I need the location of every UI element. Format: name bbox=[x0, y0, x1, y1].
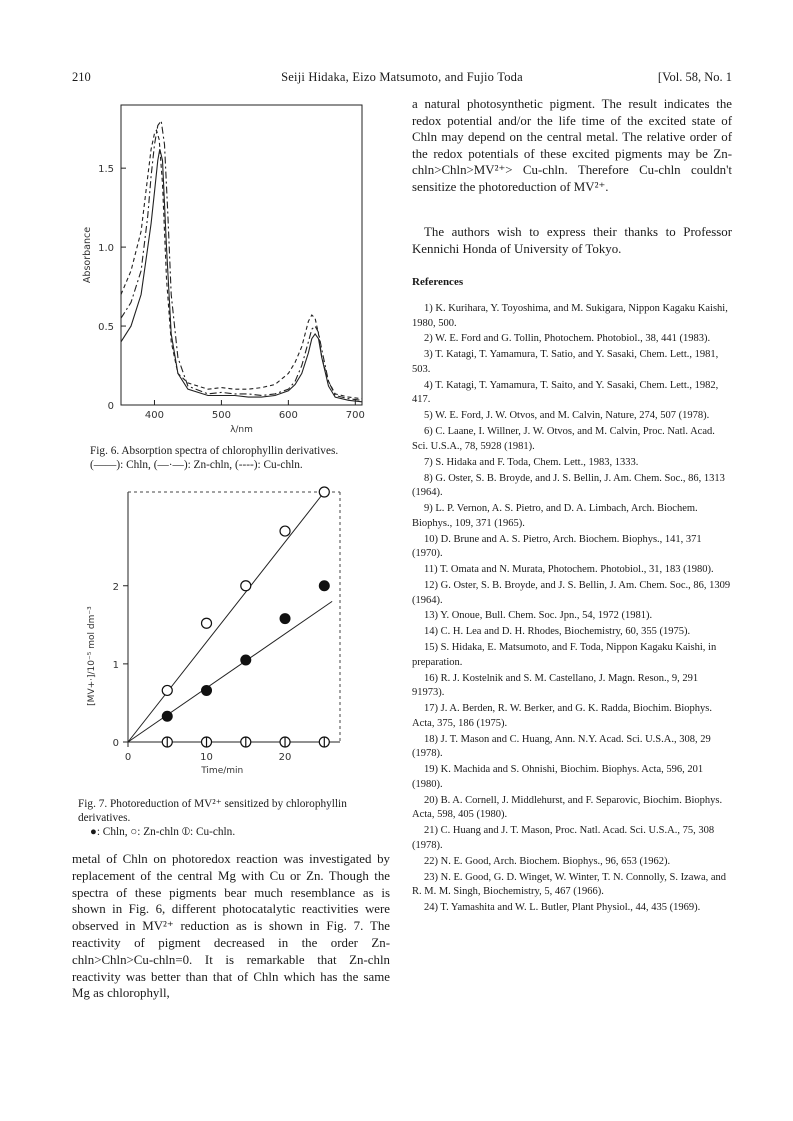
figure-6-chart bbox=[78, 100, 368, 435]
reference-item: 18) J. T. Mason and C. Huang, Ann. N.Y. Acad. Sci. U.S.A., 308, 29 (1978). bbox=[412, 733, 711, 760]
figure-7-caption-legend: ●: Chln, ○: Zn-chln ⦶: Cu-chln. bbox=[90, 826, 236, 838]
reference-item: 21) C. Huang and J. T. Mason, Proc. Natl. Acad. Sci. U.S.A., 75, 308 (1978). bbox=[412, 825, 715, 851]
data-point-chln bbox=[202, 685, 212, 695]
references-heading: References bbox=[412, 276, 464, 288]
reference-item: 22) N. E. Good, Arch. Biochem. Biophys., 96, 653 (1962). bbox=[424, 855, 671, 867]
data-point-zn-chln bbox=[162, 685, 172, 695]
data-point-chln bbox=[162, 711, 172, 721]
reference-item: 19) K. Machida and S. Ohnishi, Biochim. Biophys. Acta, 596, 201 (1980). bbox=[412, 764, 704, 790]
reference-item: 9) L. P. Vernon, A. S. Pietro, and D. A. Limbach, Arch. Biochem. Biophys., 109, 371 (1965). bbox=[412, 503, 698, 529]
figure-6-caption bbox=[78, 444, 368, 472]
data-point-chln bbox=[280, 614, 290, 624]
x-tick-label: 500 bbox=[211, 410, 231, 421]
x-tick-label: 600 bbox=[278, 410, 298, 421]
reference-item: 17) J. A. Berden, R. W. Berker, and G. K. Radda, Biochim. Biophys. Acta, 375, 186 (1975). bbox=[412, 703, 713, 729]
y-tick-label: 0 bbox=[112, 738, 119, 749]
data-point-chln bbox=[319, 581, 329, 591]
x-tick-label: 20 bbox=[278, 752, 292, 763]
references-list bbox=[412, 302, 732, 917]
x-tick-label: 700 bbox=[345, 410, 365, 421]
volume-info: [Vol. 58, No. 1 bbox=[657, 70, 732, 84]
left-body-text: metal of Chln on photoredox reaction was investigated by replacement of the central Mg with Cu or Zn. Though the spectra of these pigments bear much resemblance as is shown in Fig. 6, different photocatalytic reactivities were observed in MV²⁺ reduction as is shown in Fig. 7. The reactivity of pigment decreased in the order Zn-chln>Chln>Cu-chln=0. It is remarkable that Zn-chln reactivity was better than that of Chln which has the same Mg as chlorophyll, bbox=[72, 852, 390, 1001]
reference-item: 3) T. Katagi, T. Yamamura, T. Satio, and Y. Sasaki, Chem. Lett., 1981, 503. bbox=[412, 349, 719, 375]
y-tick-label: 0.5 bbox=[98, 322, 114, 334]
plot-frame bbox=[121, 105, 362, 405]
reference-item: 13) Y. Onoue, Bull. Chem. Soc. Jpn., 54, 1972 (1981). bbox=[424, 610, 653, 622]
reference-item: 12) G. Oster, S. B. Broyde, and J. S. Bellin, J. Am. Chem. Soc., 86, 1309 (1964). bbox=[412, 579, 731, 606]
reference-item: 20) B. A. Cornell, J. Middlehurst, and F. Separovic, Biochim. Biophys. Acta, 598, 405 (1980). bbox=[412, 794, 723, 821]
figure-6-caption-legend: (——): Chln, (—·—): Zn-chln, (----): Cu-chln. bbox=[90, 459, 303, 471]
data-point-cu-chln bbox=[319, 737, 329, 747]
reference-item: 1) K. Kurihara, Y. Toyoshima, and M. Sukigara, Nippon Kagaku Kaishi, 1980, 500. bbox=[412, 303, 728, 329]
y-tick-label: 1 bbox=[112, 659, 119, 671]
right-body-text: a natural photosynthetic pigment. The result indicates the redox potential and/or the life time of the excited state of Chln may depend on the central metal. The relative order of the redox potentials of these excited pigments may be Zn-chln>Chln>MV²⁺> Cu-chln. Therefore Cu-chln couldn't sensitize the photoreduction of MV²⁺. bbox=[412, 97, 732, 194]
reference-item: 8) G. Oster, S. B. Broyde, and J. S. Bellin, J. Am. Chem. Soc., 86, 1313 (1964). bbox=[412, 472, 725, 499]
y-axis-label: Absorbance bbox=[82, 226, 93, 284]
reference-item: 5) W. E. Ford, J. W. Otvos, and M. Calvin, Nature, 274, 507 (1978). bbox=[424, 410, 710, 422]
fit-line-chln bbox=[128, 601, 332, 742]
x-tick-label: 0 bbox=[124, 752, 132, 763]
reference-item: 11) T. Omata and N. Murata, Photochem. Photobiol., 31, 183 (1980). bbox=[424, 564, 714, 576]
running-title: Seiji Hidaka, Eizo Matsumoto, and Fujio Toda bbox=[281, 70, 523, 84]
x-tick-label: 10 bbox=[200, 752, 213, 763]
data-point-cu-chln bbox=[162, 737, 172, 747]
figure-6 bbox=[78, 100, 368, 435]
reference-item: 15) S. Hidaka, E. Matsumoto, and F. Toda, Nippon Kagaku Kaishi, in preparation. bbox=[412, 642, 717, 668]
y-tick-label: 1.5 bbox=[98, 164, 114, 176]
figure-7-caption-title: Fig. 7. Photoreduction of MV²⁺ sensitized by chlorophyllin derivatives. bbox=[78, 798, 347, 824]
data-point-cu-chln bbox=[202, 737, 212, 747]
y-axis-label: [MV+·]/10⁻⁵ mol dm⁻³ bbox=[87, 606, 97, 706]
reference-item: 4) T. Katagi, T. Yamamura, T. Saito, and Y. Sasaki, Chem. Lett., 1982, 417. bbox=[412, 379, 719, 406]
data-point-zn-chln bbox=[319, 487, 329, 497]
figure-7-chart bbox=[78, 485, 368, 795]
x-axis-label: λ/nm bbox=[230, 425, 253, 435]
y-tick-label: 1.0 bbox=[98, 243, 114, 255]
data-point-zn-chln bbox=[202, 618, 212, 628]
fit-line-zn-chln bbox=[128, 492, 324, 742]
data-point-cu-chln bbox=[280, 737, 290, 747]
y-tick-label: 2 bbox=[112, 581, 119, 593]
figure-6-caption-title: Fig. 6. Absorption spectra of chlorophyllin derivatives. bbox=[90, 445, 339, 457]
data-point-cu-chln bbox=[241, 737, 251, 747]
series-line-chln bbox=[121, 149, 362, 402]
reference-item: 23) N. E. Good, G. D. Winget, W. Winter, T. N. Connolly, S. Izawa, and R. M. M. Singh, Biochemistry, 5, 467 (1966). bbox=[412, 871, 727, 898]
figure-7 bbox=[78, 485, 368, 795]
reference-item: 16) R. J. Kostelnik and S. M. Castellano, J. Magn. Reson., 9, 291 91973). bbox=[412, 672, 699, 699]
y-tick-label: 0 bbox=[107, 401, 114, 412]
data-point-zn-chln bbox=[280, 526, 290, 536]
page-number: 210 bbox=[72, 70, 91, 84]
reference-item: 24) T. Yamashita and W. L. Butler, Plant Physiol., 44, 435 (1969). bbox=[424, 901, 701, 913]
data-point-chln bbox=[241, 655, 251, 665]
reference-item: 6) C. Laane, I. Willner, J. W. Otvos, and M. Calvin, Proc. Natl. Acad. Sci. U.S.A., 78, 5928 (1981). bbox=[412, 426, 715, 452]
acknowledgment: The authors wish to express their thanks to Professor Kennichi Honda of University of Tokyo. bbox=[412, 225, 732, 256]
running-header bbox=[72, 70, 732, 88]
x-axis-label: Time/min bbox=[201, 766, 244, 776]
x-tick-label: 400 bbox=[144, 410, 165, 421]
reference-item: 10) D. Brune and A. S. Pietro, Arch. Biochem. Biophys., 141, 371 (1970). bbox=[412, 533, 702, 560]
reference-item: 7) S. Hidaka and F. Toda, Chem. Lett., 1983, 1333. bbox=[424, 456, 639, 468]
data-point-zn-chln bbox=[241, 581, 251, 591]
figure-7-caption bbox=[78, 797, 368, 839]
reference-item: 2) W. E. Ford and G. Tollin, Photochem. Photobiol., 38, 441 (1983). bbox=[424, 333, 711, 345]
reference-item: 14) C. H. Lea and D. H. Rhodes, Biochemistry, 60, 355 (1975). bbox=[424, 626, 691, 638]
